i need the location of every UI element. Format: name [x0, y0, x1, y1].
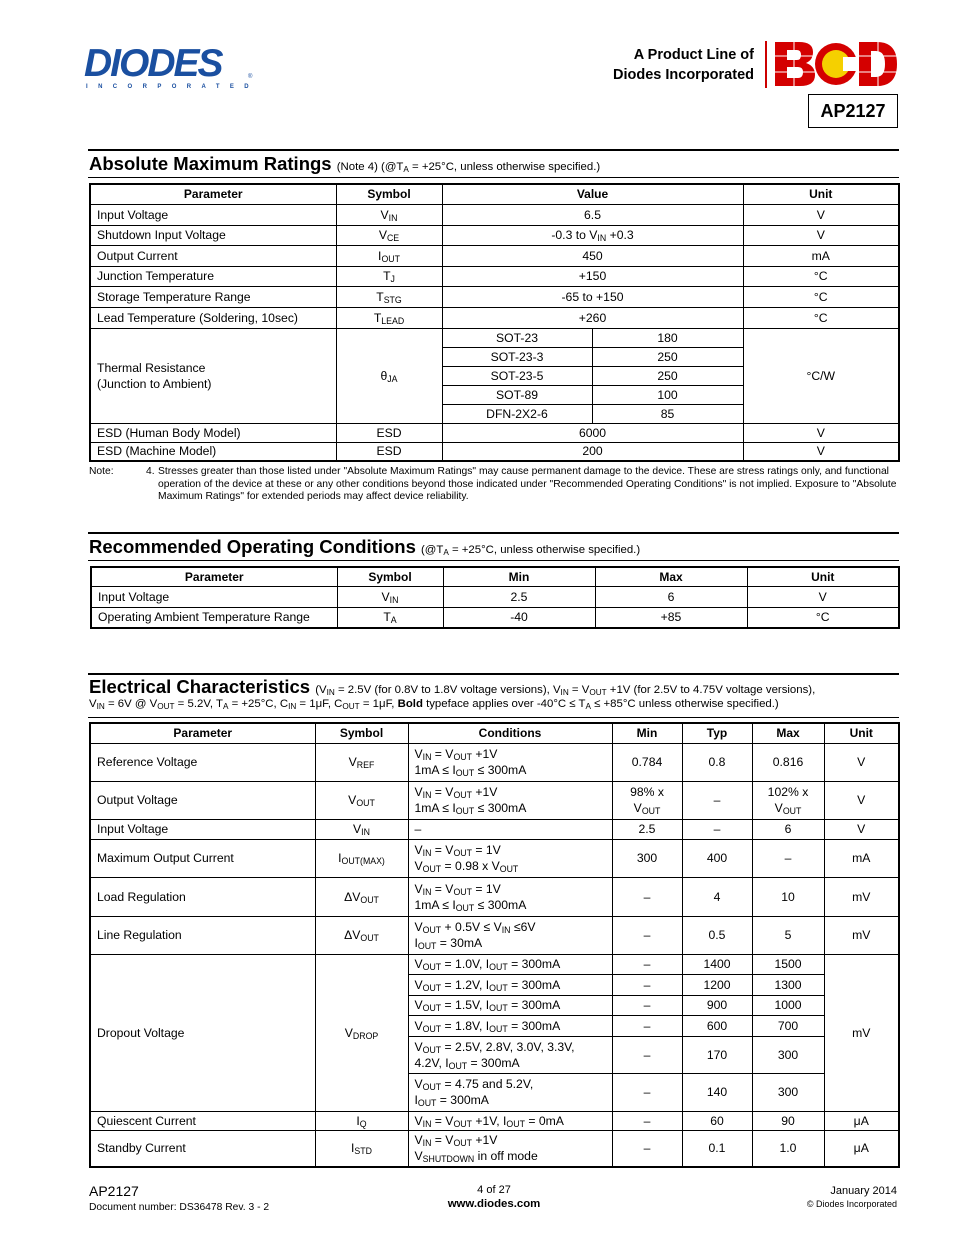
amr-table	[89, 183, 900, 462]
table-row: Thermal Resistance (Junction to Ambient) $\theta_{JA}$ SOT-23 180 °C/W	[90, 328, 899, 347]
table-header-row: Parameter Symbol Min Max Unit	[91, 567, 899, 586]
footer-center	[394, 1183, 594, 1211]
footer-copyright: © Diodes Incorporated	[806, 1199, 897, 1209]
amr-title: Absolute Maximum Ratings (Note 4) ($@T_A = +25^\circ C$, unless otherwise specified.)	[89, 153, 601, 175]
table-header-row: Parameter Symbol Conditions Min Typ Max Unit	[90, 723, 899, 743]
table-row: SOT-89 100	[90, 385, 899, 404]
table-row: $V_{OUT} = 1.5V$, $I_{OUT} = 300mA$ – 900 1000	[90, 995, 899, 1015]
section-rule	[88, 532, 899, 534]
logo-subtitle: INCORPORATED	[86, 84, 260, 90]
footer-url[interactable]: www.diodes.com	[447, 1198, 541, 1210]
table-row: $V_{OUT} = 2.5V$, 2.8V, 3.0V, 3.3V, 4.2V, $I_{OUT} = 300mA$ – 170 300	[90, 1036, 899, 1073]
table-row: Storage Temperature Range $T_{STG}$ -65 to +150 °C	[90, 286, 899, 307]
section-rule	[88, 149, 899, 151]
table-row: SOT-23-5 250	[90, 366, 899, 385]
diodes-logo	[84, 42, 260, 92]
footer-part: AP2127	[89, 1183, 139, 1199]
footer-right	[807, 1185, 897, 1211]
table-row: Input Voltage $V_{IN}$ – 2.5 – 6 V	[90, 819, 899, 839]
table-row: Line Regulation $\Delta V_{OUT}$ $V_{OUT} + 0.5V \le V_{IN} \le 6V$ $I_{OUT} = 30mA$ – 0.5 5 mV	[90, 916, 899, 954]
table-row: $V_{OUT} = 1.2V$, $I_{OUT} = 300mA$ – 1200 1300	[90, 974, 899, 995]
table-row: Reference Voltage $V_{REF}$ $V_{IN} = V_{OUT} +1V$ $1mA \le I_{OUT} \le 300mA$ 0.784 0.8 0.816 V	[90, 743, 899, 781]
footer-date: January 2014	[830, 1185, 897, 1197]
table-row: Dropout Voltage $V_{DROP}$ $V_{OUT} = 1.0V$, $I_{OUT} = 300mA$ – 1400 1500 mV	[90, 954, 899, 974]
ec-table	[89, 722, 900, 1168]
table-row: Operating Ambient Temperature Range $T_A$ -40 +85 °C	[91, 607, 899, 628]
table-row: Lead Temperature (Soldering, 10sec) $T_{LEAD}$ +260 °C	[90, 307, 899, 328]
part-number-box: AP2127	[808, 94, 898, 128]
table-row: Output Voltage $V_{OUT}$ $V_{IN} = V_{OUT} +1V$ $1mA \le I_{OUT} \le 300mA$ 98% x $V_{OUT}$ – 102% x $V_{OUT}$ V	[90, 781, 899, 819]
roc-title: Recommended Operating Conditions ($@T_A = +25^\circ C$, unless otherwise specified.)	[89, 536, 641, 558]
table-row: ESD (Human Body Model) ESD 6000 V	[90, 423, 899, 442]
table-row: $V_{OUT} = 4.75$ and 5.2V, $I_{OUT} = 300mA$ – 140 300	[90, 1073, 899, 1111]
table-row: Shutdown Input Voltage $V_{CE}$ -0.3 to $V_{IN} +0.3$ V	[90, 225, 899, 245]
table-row: Junction Temperature $T_J$ +150 °C	[90, 266, 899, 286]
section-rule	[88, 177, 899, 178]
section-rule	[88, 717, 899, 718]
roc-table	[90, 566, 900, 629]
logo-wordmark: DIODES	[84, 42, 222, 85]
table-row: DFN-2X2-6 85	[90, 404, 899, 423]
header-divider	[765, 41, 767, 88]
section-rule	[88, 560, 899, 561]
table-row: Input Voltage $V_{IN}$ 2.5 6 V	[91, 586, 899, 607]
ec-conditions: $V_{IN} = 6V$ @ $V_{OUT} = 5.2V$, $T_A = +25^\circ C$, $C_{IN} = 1\mu F$, $C_{OUT} = 1\mu F$, Bold typeface applies over $-40^\circ C \le T_A \le +85^\circ C$ unless otherwise specified.)	[89, 698, 779, 712]
table-header-row: Parameter Symbol Value Unit	[90, 184, 899, 204]
registered-mark: ®	[248, 74, 253, 80]
bcd-logo-icon	[773, 40, 899, 88]
table-row: Input Voltage $V_{IN}$ 6.5 V	[90, 204, 899, 225]
table-row: SOT-23-3 250	[90, 347, 899, 366]
table-row: Standby Current $I_{STD}$ $V_{IN} = V_{OUT} +1V$ $V_{SHUTDOWN}$ in off mode – 0.1 1.0 μA	[90, 1130, 899, 1167]
table-row: $V_{OUT} = 1.8V$, $I_{OUT} = 300mA$ – 600 700	[90, 1015, 899, 1036]
ec-title: Electrical Characteristics ($V_{IN} = 2.5V$ (for 0.8V to 1.8V voltage versions), $V_{IN} = V_{OUT} +1V$ (for 2.5V to 4.75V voltage versions),	[89, 676, 816, 698]
product-line: A Product Line of Diodes Incorporated	[613, 47, 754, 83]
table-row: Maximum Output Current $I_{OUT(MAX)}$ $V_{IN} = V_{OUT} = 1V$ $V_{OUT} = 0.98$ x $V_{OUT}$ 300 400 – mA	[90, 839, 899, 877]
table-row: Output Current $I_{OUT}$ 450 mA	[90, 245, 899, 266]
table-row: ESD (Machine Model) ESD 200 V	[90, 442, 899, 461]
page-number: 4 of 27	[477, 1184, 511, 1196]
table-row: Load Regulation $\Delta V_{OUT}$ $V_{IN} = V_{OUT} = 1V$ $1mA \le I_{OUT} \le 300mA$ – 4 10 mV	[90, 877, 899, 916]
section-rule	[88, 673, 899, 675]
footer-doc-number: Document number: DS36478 Rev. 3 - 2	[89, 1202, 270, 1213]
table-row: Quiescent Current $I_Q$ $V_{IN} = V_{OUT} +1V$, $I_{OUT} = 0mA$ – 60 90 μA	[90, 1111, 899, 1130]
